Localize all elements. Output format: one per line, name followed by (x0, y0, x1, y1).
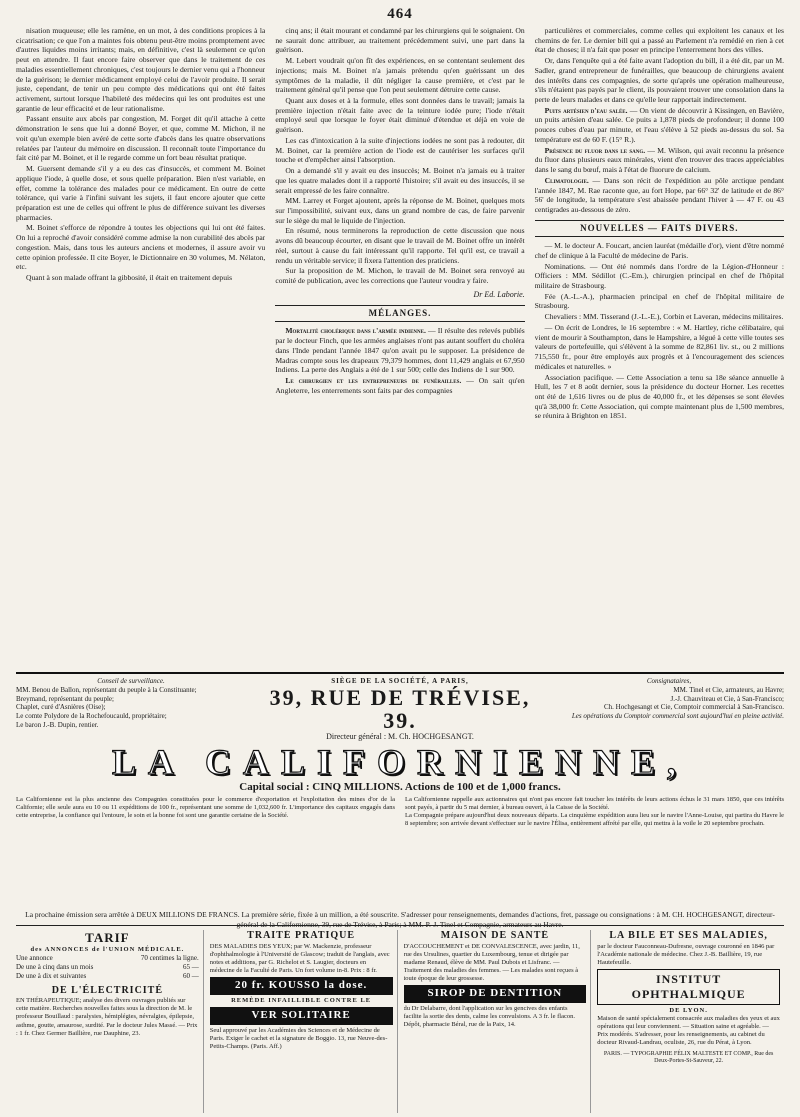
rate-value: 70 centimes la ligne. (140, 954, 199, 963)
council-member: Le baron J.-B. Dupin, rentier. (16, 720, 99, 729)
consignee-note: Les opérations du Comptoir commercial sont aujourd'hui en pleine activité. (571, 712, 784, 720)
item-heading: Le chirurgien et les entrepreneurs de funérailles. (285, 376, 462, 386)
item-text: — Il résulte des relevés publiés par le docteur Finch, que les armées anglaises n'ont pas autant souffert du choléra dans l'Inde pendant l'année 1847 qu'on avait pu le supposer. La présidence de Madras compte sous les drapeaux 79,379 hommes, dont 11,429 anglais et 67,950 Indiens. La perte des Anglais a été de 1 sur 500; celle des Indiens de 1 sur 900. (275, 326, 525, 375)
classified-ads (16, 925, 784, 1113)
section-heading-melanges: MÉLANGES. (275, 305, 524, 323)
institut-city: DE LYON. (669, 1006, 708, 1014)
author-signature: Dr Ed. Laborie. (473, 289, 525, 299)
remede-line: REMÈDE INFAILLIBLE CONTRE LE (231, 996, 372, 1004)
traite-box (210, 930, 398, 1113)
seat-label: SIÈGE DE LA SOCIÉTÉ, A PARIS, (331, 677, 469, 685)
council-member: Le comte Polydore de la Rochefoucauld, propriétaire; (16, 712, 167, 720)
paragraph: M. Guersent demande s'il y a eu des cas d'insuccès, et comment M. Boinet applique l'iode, à quelle dose, et sous quelle préparation. Bien n'est variable, en effet, comme la tolérance des malades pour ce médicament. En outre de cette tolérance, qui varie à l'infini suivant les sujets, il faut encore ajouter que cette préparation est une de celles qui offrent le plus de différence suivant les diverses pharmacies. (16, 164, 266, 222)
item-heading: Mortalité cholérique dans l'armée indienne. (285, 326, 426, 336)
ad-closing: La prochaine émission sera arrêtée à DEUX MILLIONS DE FRANCS. La première série, fixée à un million, a été souscrite. S'adresser pour renseignements, demandes d'actions, fret, passage ou consignations : à M. CH. HOCHGESANGT, directeur-général de la Californienne, 39, rue de Trévise, à Paris; à MM. P.-J. Tinel et Compagnie, armateurs au Havre. (25, 909, 775, 929)
news-item (275, 326, 524, 375)
californienne-advertisement (16, 672, 784, 929)
item-text: — On vient de découvrir à Kissingen, en Bavière, un puits artésien d'eau salée. Ce puits a 1,878 pieds de profondeur; il donne 100 pouces cubes d'eau par minute, et l'eau s'élève à 52 pieds au-dessus du sol. Sa température est de 60 F. (15° R.). (534, 105, 784, 144)
item-heading: Climatologie. (544, 175, 589, 185)
paragraph: Quant à son malade offrant la gibbosité, il était en traitement depuis (26, 272, 233, 282)
paragraph: Or, dans l'enquête qui a été faite avant l'adoption du bill, il a été dit, par un M. Sadler, grand entrepreneur de funérailles, que beaucoup de chirurgiens avaient des intérêts dans ces compagnies, de sorte qu'après une opération malheureuse, s'ils n'étaient pas payés par le client, ils pouvaient trouver une consolation dans la perte de leurs malades et dans ce qu'elle leur rapportait indirectement. (534, 56, 784, 105)
item-text: — On sait qu'en Angleterre, les enterrements sont faits par des compagnies (275, 376, 525, 395)
ad-title: LA CALIFORNIENNE, (111, 741, 689, 782)
consignees-title: Consignataires, (646, 677, 692, 685)
paragraph: cinq ans; il était mourant et condamné par les chirurgiens qui le soignaient. On ne saurait donc attribuer, au traitement précédemment suivi, une part dans la guérison. (275, 26, 525, 55)
tarif-title: TARIF (85, 930, 130, 945)
company-address: 39, RUE DE TRÉVISE, 39. (269, 684, 531, 733)
section-heading-nouvelles: NOUVELLES — FAITS DIVERS. (535, 220, 784, 238)
surveillance-council (16, 677, 246, 730)
item-heading: Présence du fluor dans le sang. (544, 145, 646, 155)
column-3 (535, 26, 784, 671)
item-heading: Puits artésien d'eau salée. (544, 105, 628, 115)
rate-label: De une à cinq dans un mois (16, 963, 94, 972)
news-item: Chevaliers : MM. Tisserand (J.-L.-E.), Corbin et Laveran, médecins militaires. (544, 312, 784, 322)
box-text: Maison de santé spécialement consacrée aux maladies des yeux et aux opérations qui leur conviennent. — Situation saine et agréable. — Prix modérés. S'adresser, pour les renseignements, au cabinet du docteur Rivaud-Landrau, oculiste, 26, rue du Pérat, à Lyon. (597, 1015, 780, 1047)
box-text: EN THÉRAPEUTIQUE; analyse des divers ouvrages publiés sur cette matière. Recherches nouvelles faites sous la direction de M. le professeur Bouillaud : paralysies, hémiplégies, névralgies, épilepsie, asthme, goutte, amaurose, surdité. Par le docteur Jules Massé. — Prix : 1 fr. Chez Germer Baillière, rue Dauphine, 23. (16, 997, 198, 1037)
tarif-subtitle: des ANNONCES de l'UNION MÉDICALE. (30, 946, 185, 954)
maison-box (404, 930, 592, 1113)
capital-line: Capital social : CINQ MILLIONS. Actions de 100 et de 1,000 francs. (239, 780, 561, 793)
article-columns (16, 26, 784, 671)
news-item: — On écrit de Londres, le 16 septembre : « M. Hartley, riche célibataire, qui vient de mourir à Southampton, dans le Hampshire, a légué à cette ville toutes ses valeurs de portefeuille, qui s'élèvent à la somme de 82,861 liv. st., ou 2 millions 715,550 fr., pour être employés aux progrès et à l'encouragement des sciences médicales et naturelles. » (534, 322, 784, 371)
consignee: Ch. Hochgesangt et Cie, Comptoir commercial à San-Francisco. (603, 703, 784, 712)
institut-banner: INSTITUT OPHTHALMIQUE (597, 969, 780, 1005)
box-text: D'ACCOUCHEMENT et DE CONVALESCENCE, avec jardin, 11, rue des Ursulines, quartier du Luxembourg, tenue et dirigée par madame Renaud, élève de MM. Paul Dubois et Lisfranc. — Traitement des maladies des femmes. — Les malades sont reçues à toute époque de leur grossesse. (403, 942, 580, 982)
page-number: 464 (387, 6, 413, 22)
tarif-box (16, 930, 204, 1113)
box-text: DES MALADIES DES YEUX; par W. Mackenzie, professeur d'ophthalmologie à l'Université de Glascow; traduit de l'anglais, avec notes et additions, par G. Richelot et S. Laugier, docteurs en médecine de la Faculté de Paris. Un fort volume in-8. Prix : 8 fr. (209, 942, 390, 974)
box-text: du Dr Delabarre, dont l'application sur les gencives des enfants facilite la sortie des dents, calme les convulsions. A 3 fr. le flacon. Dépôt, pharmacie Béral, rue de la Paix, 14. (403, 1004, 575, 1029)
maison-title: MAISON DE SANTÉ (440, 930, 550, 941)
box-text: Seul approuvé par les Académies des Sciences et de Médecine de Paris. Exiger le cachet et la signature de Boggio. 13, rue Neuve-des-Petits-Champs. (Paris. Aff.) (209, 1026, 388, 1050)
box-text: par le docteur Fauconneau-Dufresne, ouvrage couronné en 1846 par l'Académie nationale de médecine. Chez J.-B. Baillière, 19, rue Hautefeuille. (597, 942, 775, 966)
institut-box (597, 930, 784, 1113)
item-text: — M. Wilson, qui avait reconnu la présence du fluor dans plusieurs eaux minérales, vient d'en trouver des traces appréciables dans le sang du bœuf, mais à l'état de fluorure de calcium. (534, 145, 784, 175)
consignees (554, 677, 784, 721)
director-line: Directeur général : M. Ch. HOCHGESANGT. (326, 731, 474, 741)
news-item: Nominations. — Ont été nommés dans l'ordre de la Légion-d'Honneur : Officiers : MM. Sédillot (C.-Em.), chirurgien principal en chef de l'hôpital militaire de Strasbourg. (534, 261, 784, 291)
printer-imprint: PARIS. — TYPOGRAPHIE FÉLIX MALTESTE ET COMP., Rue des Deux-Portes-St-Sauveur, 22. (603, 1050, 774, 1064)
company-seat (250, 677, 550, 742)
ad-header (16, 674, 784, 742)
bile-title: LA BILE ET SES MALADIES, (609, 930, 768, 941)
rate-row (16, 963, 199, 972)
ad-paragraph: La Californienne est la plus ancienne des Compagnies constituées pour le commerce d'exportation et l'exploitation des mines d'or de la Californie; elle seule aura eu 10 ou 11 expéditions de 100 fr., représentant une somme de 1,032,600 fr. L'importance des capitaux engagés dans cette entreprise, la confiance qui l'entoure, le soin et la bonne foi sont une garantie certaine de la Société. (16, 795, 395, 820)
kousso-label: KOUSSO la dose. (268, 979, 368, 991)
sirop-banner: SIROP DE DENTITION (404, 985, 587, 1003)
paragraph: M. Lebert voudrait qu'on fît des expériences, en se contentant seulement des injections; mais M. Boinet n'a jamais prétendu qu'en guérissant un des symptômes de la maladie, il dût négliger la cause première, et c'est par le traitement général qu'il pense que l'on peut seulement détruire cette cause. (275, 56, 525, 95)
paragraph: En résumé, nous terminerons la reproduction de cette discussion que nous avons dû beaucoup écourter, en disant que le travail de M. Boinet offre un intérêt réel, surtout à cause du fait intéressant qu'il rapporte. Tel qu'il est, ce travail a rendu un véritable service; il fixera l'attention des praticiens. (275, 226, 525, 265)
ad-body (16, 796, 784, 908)
rate-value: 65 — (183, 963, 199, 972)
council-member: MM. Benou de Ballon, représentant du peuple à la Constituante; (16, 685, 197, 694)
paragraph: nisation muqueuse; elle les ramène, en un mot, à des conditions propices à la cicatrisation; ce que l'on a maintes fois obtenu peut-être moins promptement avec d'autres liquides moins irritants; mais, en définitive, c'est là seulement ce qu'on peut en attendre. Il faut encore faire observer que dans le traitement de ces maladies essentiellement chroniques, c'est toujours le dernier venu qui a l'honneur de la guérison; le dernier médicament employé celui de l'avoir produite. Il serait juste, cependant, de tenir un peu compte des médications qui ont été faites activement, surtout lorsque l'habileté des médecins qui les ont produites est une garantie de leur efficacité et de leur rationalisme. (16, 26, 266, 113)
ad-paragraph: La Compagnie prépare aujourd'hui deux nouveaux départs. La cinquième expédition aura lieu sur le navire l'Anne-Louise, qui partira du Havre le 8 septembre; son arrivée devant s'effectuer sur le navire l'Élisa, entièrement affrété par elle, qui mettra à la voile le 20 septembre prochain. (405, 812, 784, 828)
electricite-title: DE L'ÉLECTRICITÉ (51, 984, 164, 996)
rate-label: Une annonce (16, 954, 53, 963)
traite-title: TRAITÉ PRATIQUE (247, 930, 356, 941)
news-item (535, 146, 784, 175)
paragraph: On a demandé s'il y avait eu des insuccès; M. Boinet n'a jamais eu à traiter que les quatre malades dont il a rapporté l'histoire; s'il avait eu des insuccès, il se serait empressé de les faire connaître. (275, 166, 525, 195)
consignee: J.-J. Chauviteau et Cie, à San-Francisco; (670, 694, 784, 703)
paragraph: MM. Larrey et Forget ajoutent, après la réponse de M. Boinet, quelques mots sur l'impossibilité, suivant eux, dans un grand nombre de cas, de faire parvenir sur le siège du mal le liquide de l'injection. (275, 196, 525, 225)
news-item: Fée (A.-L.-A.), pharmacien principal en chef de l'hôpital militaire de Strasbourg. (534, 291, 784, 311)
paragraph: Les cas d'intoxication à la suite d'injections iodées ne sont pas à redouter, dit M. Boinet, car la première action de l'iode est de cautériser les surfaces qu'il touche et d'empêcher ainsi l'absorption. (275, 135, 525, 165)
news-item (535, 106, 784, 145)
news-item: — M. le docteur A. Foucart, ancien lauréat (médaille d'or), vient d'être nommé chef de clinique à la Faculté de médecine de Paris. (534, 241, 784, 260)
news-item: Association pacifique. — Cette Association a tenu sa 18e séance annuelle à Hull, les 7 et 8 août dernier, sous la présidence du docteur Horner. Les recettes ont été de 1,616 livres ou de plus de 40,000 fr., et les dépenses se sont élevées qu'à 38,000 fr. Cette Association, qui compte maintenant plus de 1,500 membres, se réunira à Brighton en 1851. (534, 372, 784, 421)
paragraph: Passant ensuite aux abcès par congestion, M. Forget dit qu'il attache à cette démonstration le sens que lui a donné Boyer, et que, comme M. Michon, il ne voit qu'un exemple bien avéré de cette sorte d'abcès dans les quatre observations relatées par l'auteur du mémoire en discussion. Il reconnaît toute l'importance du fait cité par M. Boinet, et il le regarde comme un fort beau résultat pratique. (16, 114, 266, 163)
rate-label: De une à dix et suivantes (16, 971, 87, 980)
paragraph: particulières et commerciales, comme celles qui exploitent les canaux et les chemins de fer. Le dernier bill qui a passé au Parlement n'a remédié en rien à cet état de choses; il n'a fait que poser en principe l'enterrement hors des villes. (534, 26, 784, 55)
kousso-banner (210, 977, 393, 995)
news-item (535, 176, 784, 215)
consignee: MM. Tinel et Cie, armateurs, au Havre; (673, 685, 784, 694)
paragraph: Sur la proposition de M. Michon, le travail de M. Boinet sera renvoyé au comité de publication, avec les corrections que l'auteur voudra y faire. (275, 266, 525, 285)
paragraph: Quant aux doses et à la formule, elles sont données dans le travail; jamais la première injection n'était faite avec de la teinture iodée pure; l'iode n'était employé seul que lorsque le foyer était diminué d'étendue et déjà en voie de guérison. (275, 96, 525, 135)
news-item (275, 376, 524, 395)
ver-solitaire-banner: VER SOLITAIRE (210, 1007, 393, 1025)
rate-row (16, 954, 199, 963)
council-member: Breymand, représentant du peuple; (16, 694, 114, 703)
council-title: Conseil de surveillance. (97, 677, 165, 685)
rate-value: 60 — (183, 971, 199, 980)
rate-row (16, 972, 199, 981)
item-text: — Dans son récit de l'expédition au pôle arctique pendant l'année 1847, M. Rae raconte que, au fort Hope, par 66° 32' de latitude et de 86° 56' de longitude, la température s'est abaissée pendant l'hiver à — 47 F. ou 43 centigrades au-dessous de zéro. (534, 175, 784, 214)
kousso-price: 20 fr. (235, 979, 266, 991)
ad-paragraph: La Californienne rappelle aux actionnaires qui n'ont pas encore fait toucher les intérêts de leurs actions échus le 31 mars 1850, que ces intérêts sont payés, à partir du 5 mai dernier, à bureau ouvert, à la Caisse de la Société. (405, 795, 784, 812)
column-2 (275, 26, 524, 671)
council-member: Chaplet, curé d'Asnières (Oise); (16, 703, 106, 712)
column-1 (16, 26, 265, 671)
paragraph: M. Boinet s'efforce de répondre à toutes les objections qui lui ont été faites. On lui a reproché d'avoir considéré comme admise la non curabilité des abcès par congestion. Mais, dans tous les auteurs anciens et modernes, il assure avoir vu cette opinion professée. Il cite Boyer, le Dictionnaire en 30 volumes, M. Nélaton, etc. (16, 223, 266, 272)
